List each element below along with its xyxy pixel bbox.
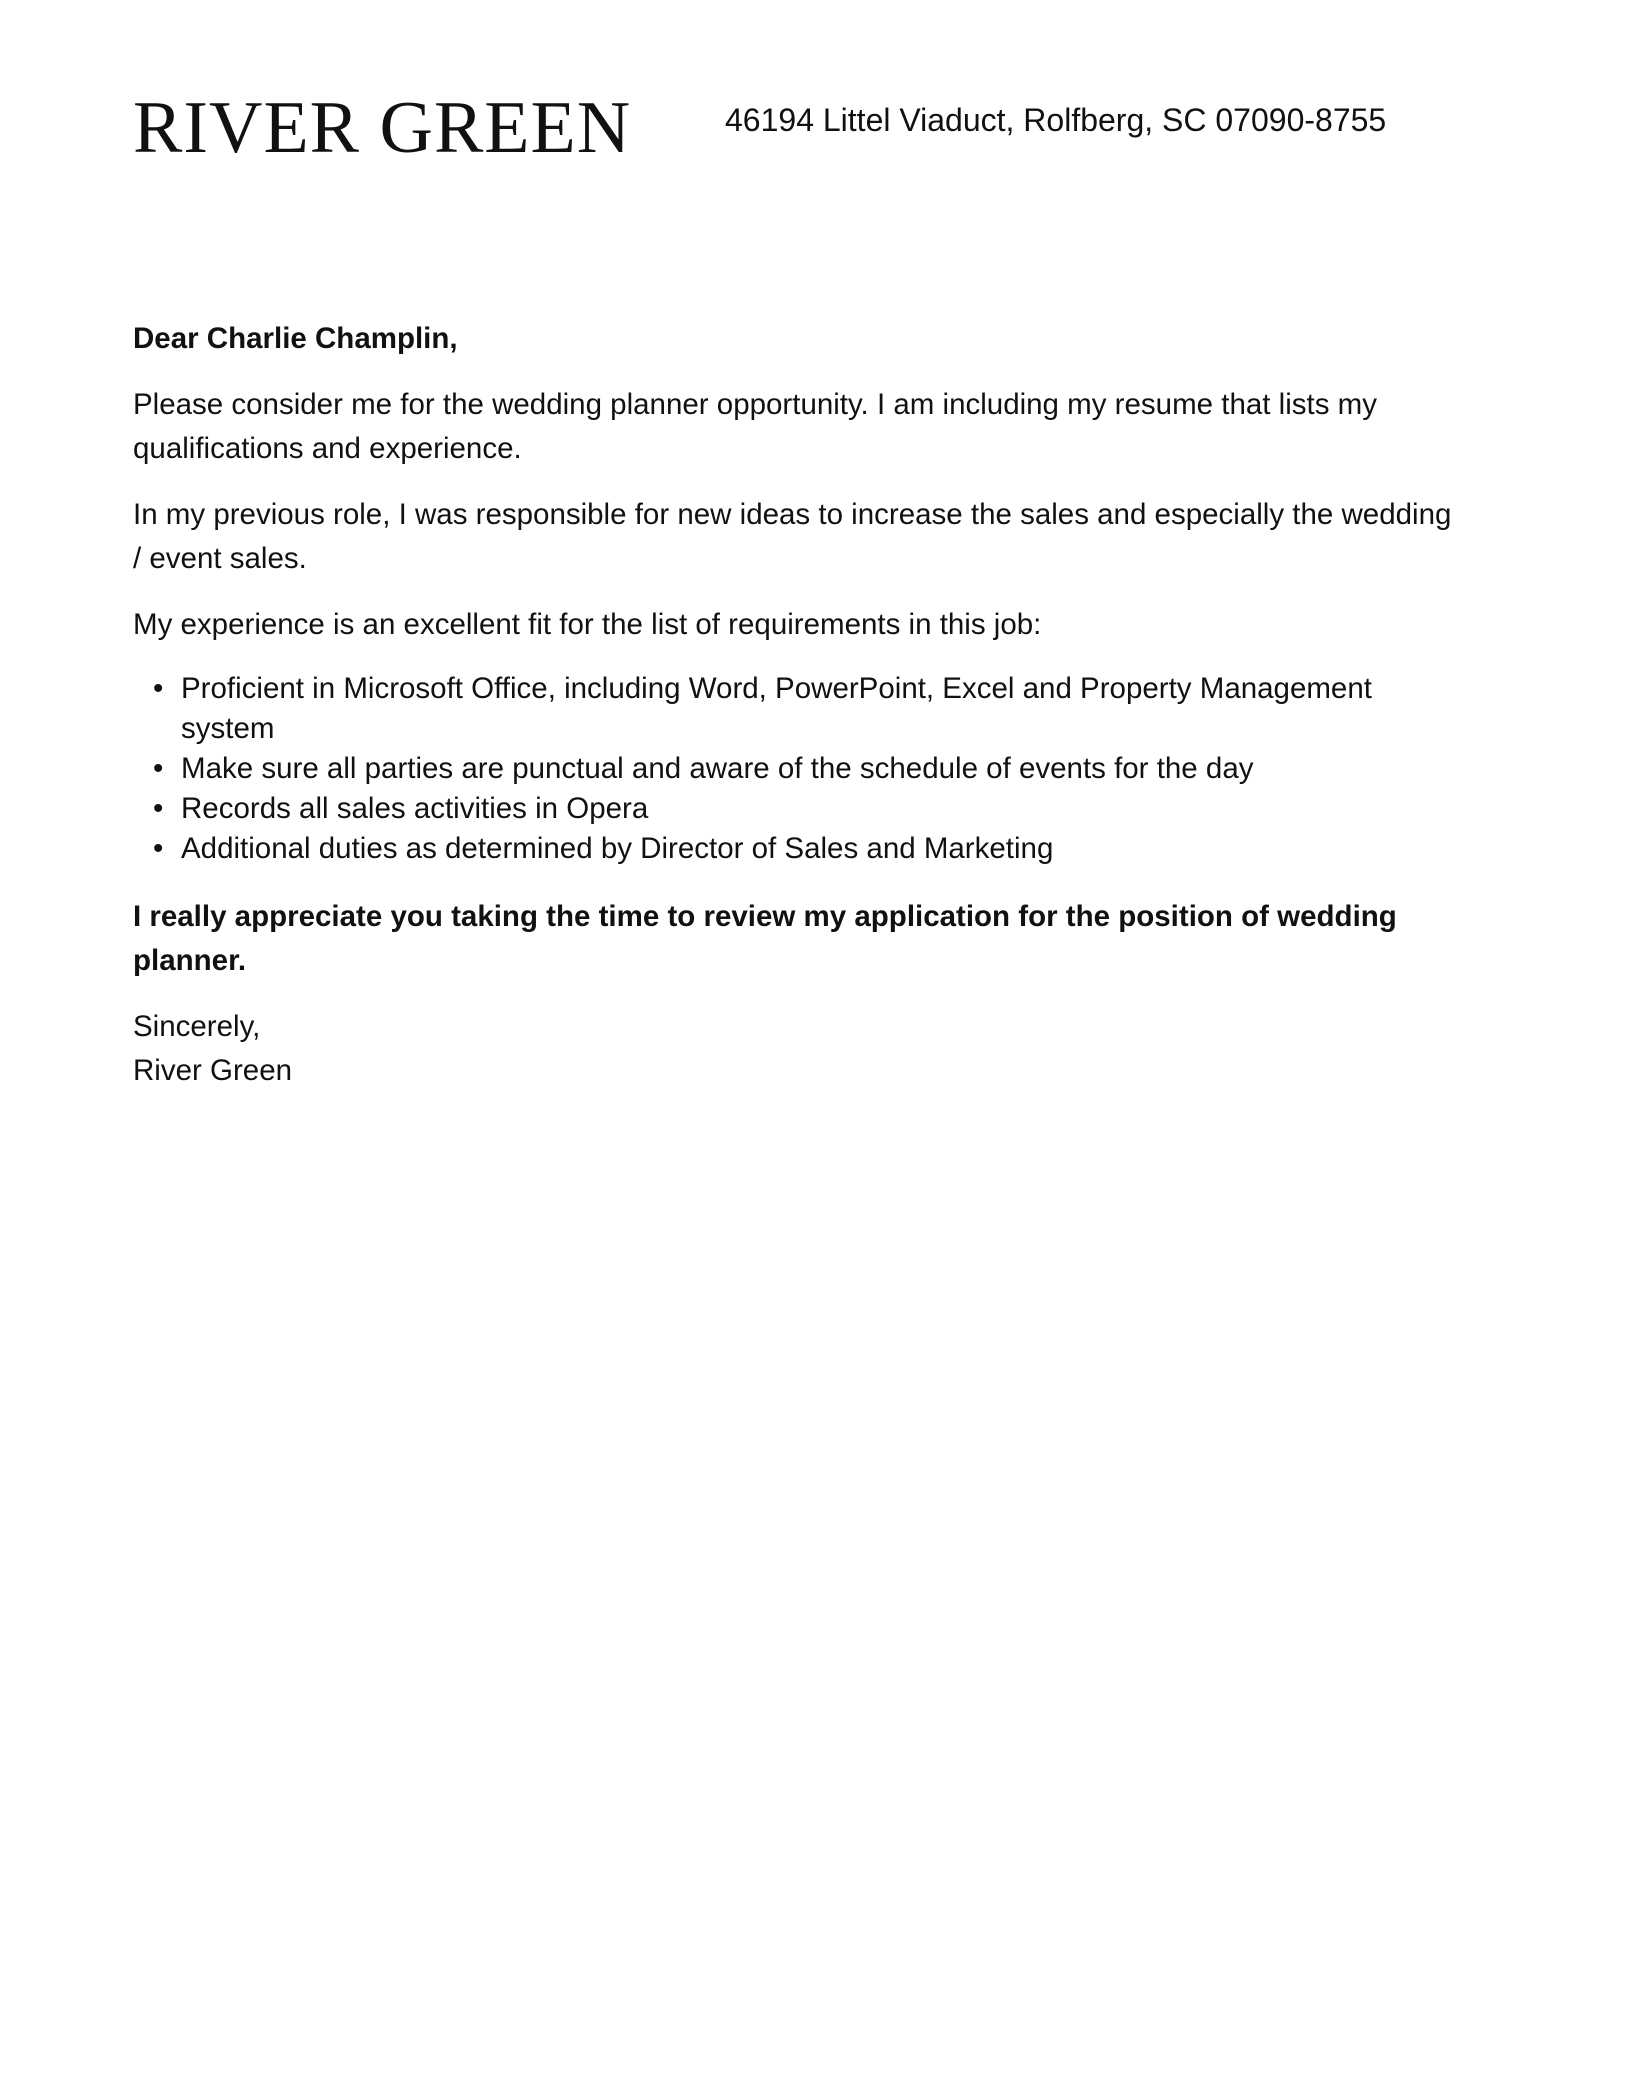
requirement-text: Records all sales activities in Opera — [181, 792, 649, 825]
sender-address: 46194 Littel Viaduct, Rolfberg, SC 07090-8755 — [725, 102, 1387, 138]
sign-off: Sincerely, — [133, 1010, 261, 1043]
bullet-icon: • — [153, 792, 164, 825]
bullet-icon: • — [153, 752, 164, 785]
sender-name: RIVER GREEN — [133, 87, 632, 169]
signature: River Green — [133, 1054, 293, 1087]
paragraph-requirements-intro: My experience is an excellent fit for the list of requirements in this job: — [133, 608, 1042, 641]
paragraph-intro: Please consider me for the wedding planner opportunity. I am including my resume that lists my qualifications and experience. — [133, 388, 1377, 465]
list-item — [133, 749, 1463, 789]
list-item — [133, 789, 1463, 829]
salutation: Dear Charlie Champlin, — [133, 322, 458, 355]
list-item — [133, 829, 1463, 869]
requirement-text: Proficient in Microsoft Office, including Word, PowerPoint, Excel and Property Management system — [181, 672, 1372, 745]
letterhead — [133, 88, 1513, 168]
requirement-text: Additional duties as determined by Director of Sales and Marketing — [181, 832, 1054, 865]
letter-body — [133, 317, 1463, 1093]
closing-paragraph: I really appreciate you taking the time to review my application for the position of wedding planner. — [133, 900, 1397, 977]
bullet-icon: • — [153, 672, 164, 705]
requirements-list — [133, 669, 1463, 869]
paragraph-previous-role: In my previous role, I was responsible for new ideas to increase the sales and especially the wedding / event sales. — [133, 498, 1452, 575]
list-item — [133, 669, 1463, 749]
bullet-icon: • — [153, 832, 164, 865]
requirement-text: Make sure all parties are punctual and aware of the schedule of events for the day — [181, 752, 1254, 785]
